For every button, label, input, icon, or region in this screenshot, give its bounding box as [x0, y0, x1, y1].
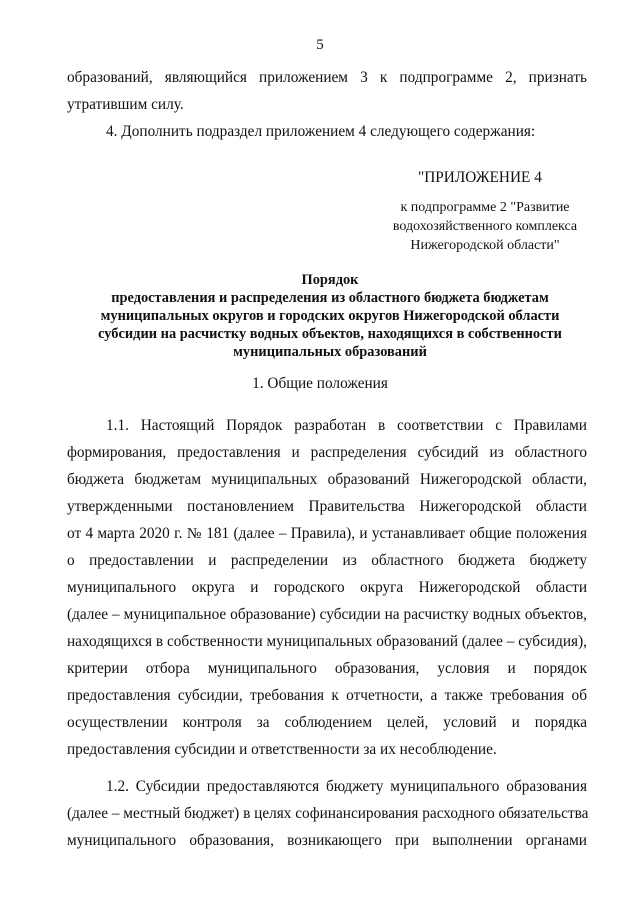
para-1-1-line: бюджета бюджетам муниципальных образований Нижегородской области,	[67, 471, 587, 488]
para-1-1-line: (далее – муниципальное образование) субсидии на расчистку водных объектов,	[67, 606, 587, 623]
para-1-2-line: 1.2. Субсидии предоставляются бюджету муниципального образования	[106, 778, 587, 795]
intro-line-1: образований, являющийся приложением 3 к подпрограмме 2, признать	[67, 69, 587, 86]
para-1-1-line: осуществлении контроля за соблюдением целей, условий и порядка	[67, 714, 587, 731]
heading-line-1: Порядок	[301, 272, 359, 288]
para-1-1-line: критерии отбора муниципального образования, условия и порядок	[67, 660, 587, 677]
appendix-line-2: водохозяйственного комплекса	[392, 219, 578, 234]
section-title: 1. Общие положения	[252, 375, 388, 392]
para-1-1-line: о предоставлении и распределении из областного бюджета бюджету	[67, 552, 587, 569]
para-1-1-line: утвержденными постановлением Правительства Нижегородской области	[67, 498, 587, 515]
heading-line-2: предоставления и распределения из областного бюджета бюджетам	[111, 290, 549, 306]
para-1-2-line: (далее – местный бюджет) в целях софинансирования расходного обязательства	[67, 805, 589, 822]
intro-line-2: утратившим силу.	[67, 96, 184, 113]
para-1-1-line: 1.1. Настоящий Порядок разработан в соответствии с Правилами	[106, 417, 587, 434]
appendix-line-3: Нижегородской области"	[410, 238, 560, 253]
para-1-1-last-line: предоставления субсидии и ответственности за их несоблюдение.	[67, 741, 497, 758]
para-1-1-line: находящихся в собственности муниципальных образований (далее – субсидия),	[67, 633, 587, 650]
heading-line-4: субсидии на расчистку водных объектов, находящихся в собственности	[98, 326, 562, 342]
heading-line-5: муниципальных образований	[233, 344, 427, 360]
para-1-1-line: предоставления субсидии, требования к отчетности, а также требования об	[67, 687, 587, 704]
heading-line-3: муниципальных округов и городских округов Нижегородской области	[100, 308, 560, 324]
appendix-line-1: к подпрограмме 2 "Развитие	[400, 200, 570, 215]
para-1-1-line: муниципального округа и городского округа Нижегородской области	[67, 579, 587, 596]
para-1-1-line: формирования, предоставления и распределения субсидий из областного	[67, 444, 587, 461]
para-1-2-line: муниципального образования, возникающего при выполнении органами	[67, 832, 587, 849]
intro-item-4: 4. Дополнить подраздел приложением 4 следующего содержания:	[106, 123, 536, 140]
para-1-1-line: от 4 марта 2020 г. № 181 (далее – Правила), и устанавливает общие положения	[67, 525, 587, 542]
page-number: 5	[316, 37, 324, 53]
appendix-title: "ПРИЛОЖЕНИЕ 4	[418, 169, 542, 186]
